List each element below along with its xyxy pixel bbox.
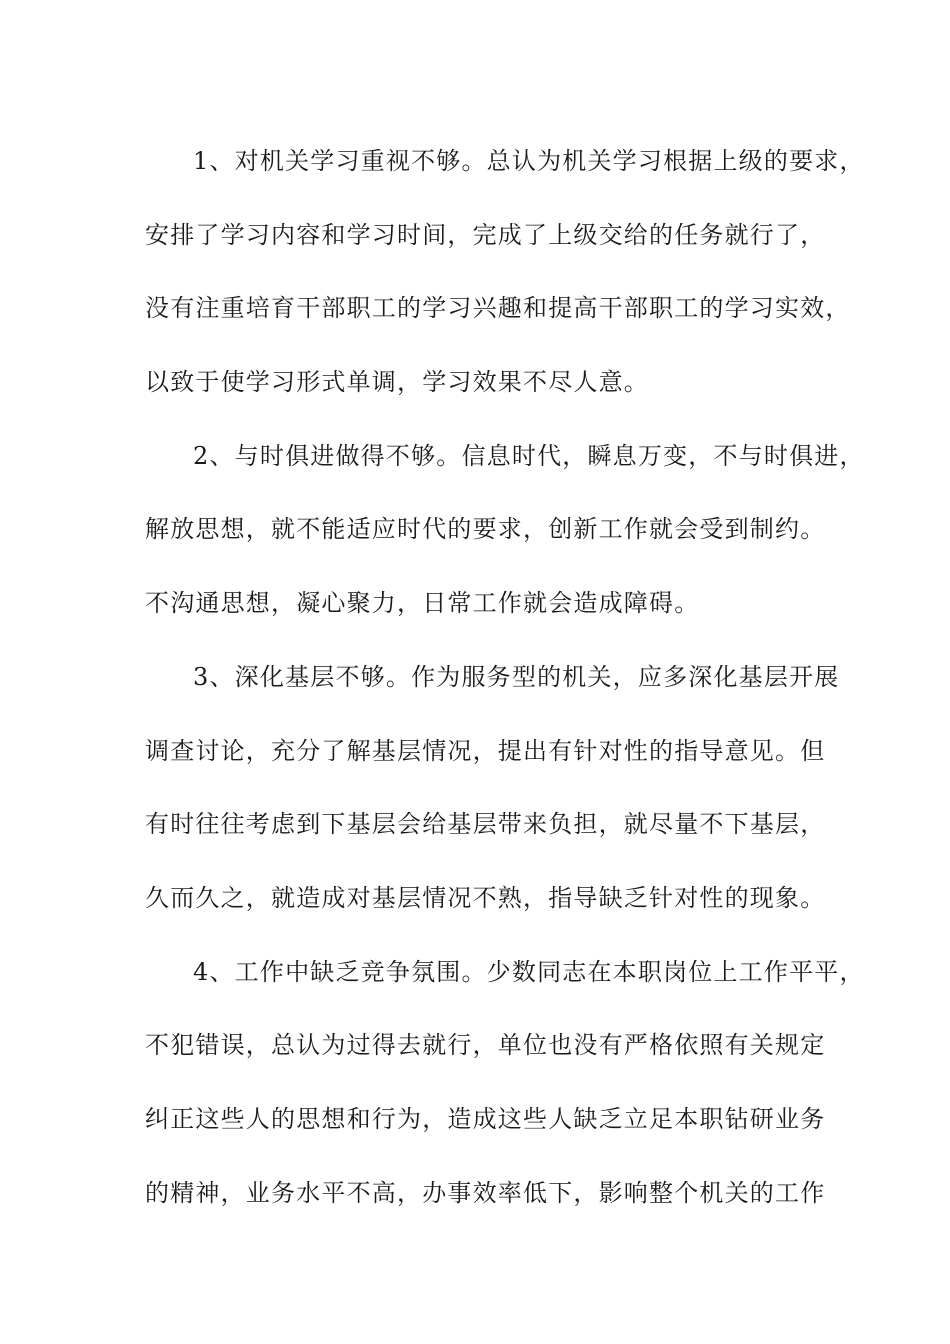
text-line: 有时往往考虑到下基层会给基层带来负担，就尽量不下基层， — [145, 810, 826, 839]
paragraph-1 — [145, 125, 865, 420]
text-line: 2、与时俱进做得不够。信息时代，瞬息万变，不与时俱进， — [193, 441, 865, 470]
text-line: 4、工作中缺乏竞争氛围。少数同志在本职岗位上工作平平， — [193, 957, 865, 986]
text-line: 1、对机关学习重视不够。总认为机关学习根据上级的要求， — [193, 147, 865, 175]
paragraph-3 — [145, 641, 840, 936]
text-line: 久而久之，就造成对基层情况不熟，指导缺乏针对性的现象。 — [145, 883, 826, 912]
text-line: 没有注重培育干部职工的学习兴趣和提高干部职工的学习实效， — [145, 294, 851, 323]
paragraph-4 — [145, 936, 865, 1231]
text-line: 的精神，业务水平不高，办事效率低下，影响整个机关的工作 — [145, 1178, 826, 1207]
text-line: 以致于使学习形式单调，学习效果不尽人意。 — [145, 368, 649, 397]
text-line: 3、深化基层不够。作为服务型的机关，应多深化基层开展 — [193, 662, 840, 691]
text-line: 纠正这些人的思想和行为，造成这些人缺乏立足本职钻研业务 — [145, 1104, 826, 1133]
text-line: 调查讨论，充分了解基层情况，提出有针对性的指导意见。但 — [145, 736, 826, 765]
document-body — [145, 125, 865, 1230]
text-line: 不沟通思想，凝心聚力，日常工作就会造成障碍。 — [145, 589, 700, 618]
text-line: 安排了学习内容和学习时间，完成了上级交给的任务就行了， — [145, 220, 826, 249]
text-line: 不犯错误，总认为过得去就行，单位也没有严格依照有关规定 — [145, 1031, 826, 1060]
paragraph-2 — [145, 420, 865, 641]
text-line: 解放思想，就不能适应时代的要求，创新工作就会受到制约。 — [145, 515, 826, 544]
